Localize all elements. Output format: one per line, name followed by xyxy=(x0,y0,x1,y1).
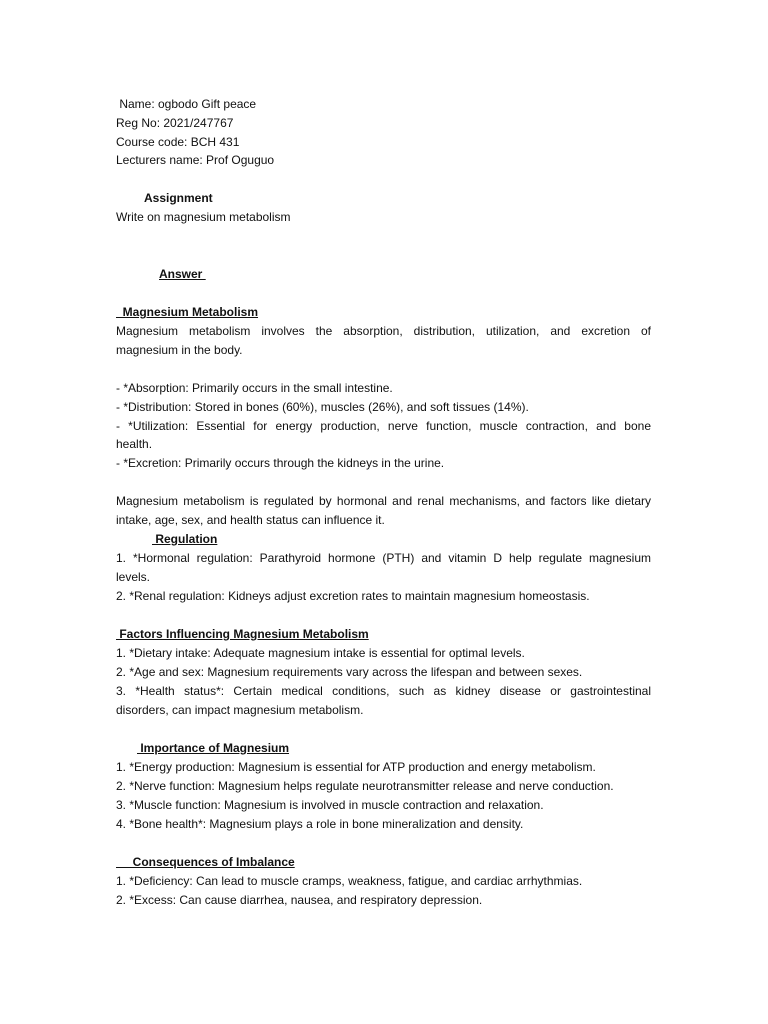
intro-text-line: magnesium in the body. xyxy=(116,343,243,357)
assignment-question: Write on magnesium metabolism xyxy=(116,210,291,224)
section-heading-magnesium-metabolism: Magnesium Metabolism xyxy=(116,305,259,319)
list-item: 1. *Deficiency: Can lead to muscle cramps, weakness, fatigue, and cardiac arrhythmias. xyxy=(116,874,583,888)
list-item: 3. *Health status*: Certain medical conditions, such as kidney disease or gastrointestinal xyxy=(116,684,651,698)
student-name: Name: ogbodo Gift peace xyxy=(116,97,257,111)
list-item-continuation: health. xyxy=(116,437,153,451)
list-item: 2. *Renal regulation: Kidneys adjust excretion rates to maintain magnesium homeostasis. xyxy=(116,589,590,603)
section-heading-consequences: Consequences of Imbalance xyxy=(116,855,295,869)
list-item: 2. *Nerve function: Magnesium helps regulate neurotransmitter release and nerve conduction. xyxy=(116,779,614,793)
list-item: 2. *Age and sex: Magnesium requirements vary across the lifespan and between sexes. xyxy=(116,665,583,679)
answer-heading: Answer xyxy=(159,267,206,281)
summary-text-line: intake, age, sex, and health status can influence it. xyxy=(116,513,385,527)
reg-number: Reg No: 2021/247767 xyxy=(116,116,234,130)
section-heading-regulation: Regulation xyxy=(152,532,218,546)
list-item: 1. *Energy production: Magnesium is essential for ATP production and energy metabolism. xyxy=(116,760,596,774)
list-item-continuation: disorders, can impact magnesium metabolism. xyxy=(116,703,364,717)
list-item: 2. *Excess: Can cause diarrhea, nausea, and respiratory depression. xyxy=(116,893,483,907)
section-heading-factors: Factors Influencing Magnesium Metabolism xyxy=(116,627,369,641)
list-item: - *Utilization: Essential for energy production, nerve function, muscle contraction, and bone xyxy=(116,419,651,433)
list-item: 3. *Muscle function: Magnesium is involved in muscle contraction and relaxation. xyxy=(116,798,544,812)
list-item: - *Excretion: Primarily occurs through the kidneys in the urine. xyxy=(116,456,445,470)
assignment-heading: Assignment xyxy=(144,191,213,205)
intro-text-line: Magnesium metabolism involves the absorption, distribution, utilization, and excretion of xyxy=(116,324,651,338)
list-item: 4. *Bone health*: Magnesium plays a role in bone mineralization and density. xyxy=(116,817,524,831)
list-item: 1. *Dietary intake: Adequate magnesium intake is essential for optimal levels. xyxy=(116,646,525,660)
list-item: 1. *Hormonal regulation: Parathyroid hormone (PTH) and vitamin D help regulate magnesium xyxy=(116,551,651,565)
list-item-continuation: levels. xyxy=(116,570,151,584)
summary-text-line: Magnesium metabolism is regulated by hormonal and renal mechanisms, and factors like dietary xyxy=(116,494,651,508)
course-code: Course code: BCH 431 xyxy=(116,135,240,149)
section-heading-importance: Importance of Magnesium xyxy=(137,741,290,755)
list-item: - *Absorption: Primarily occurs in the small intestine. xyxy=(116,381,393,395)
list-item: - *Distribution: Stored in bones (60%), muscles (26%), and soft tissues (14%). xyxy=(116,400,529,414)
lecturer-name: Lecturers name: Prof Oguguo xyxy=(116,153,275,167)
